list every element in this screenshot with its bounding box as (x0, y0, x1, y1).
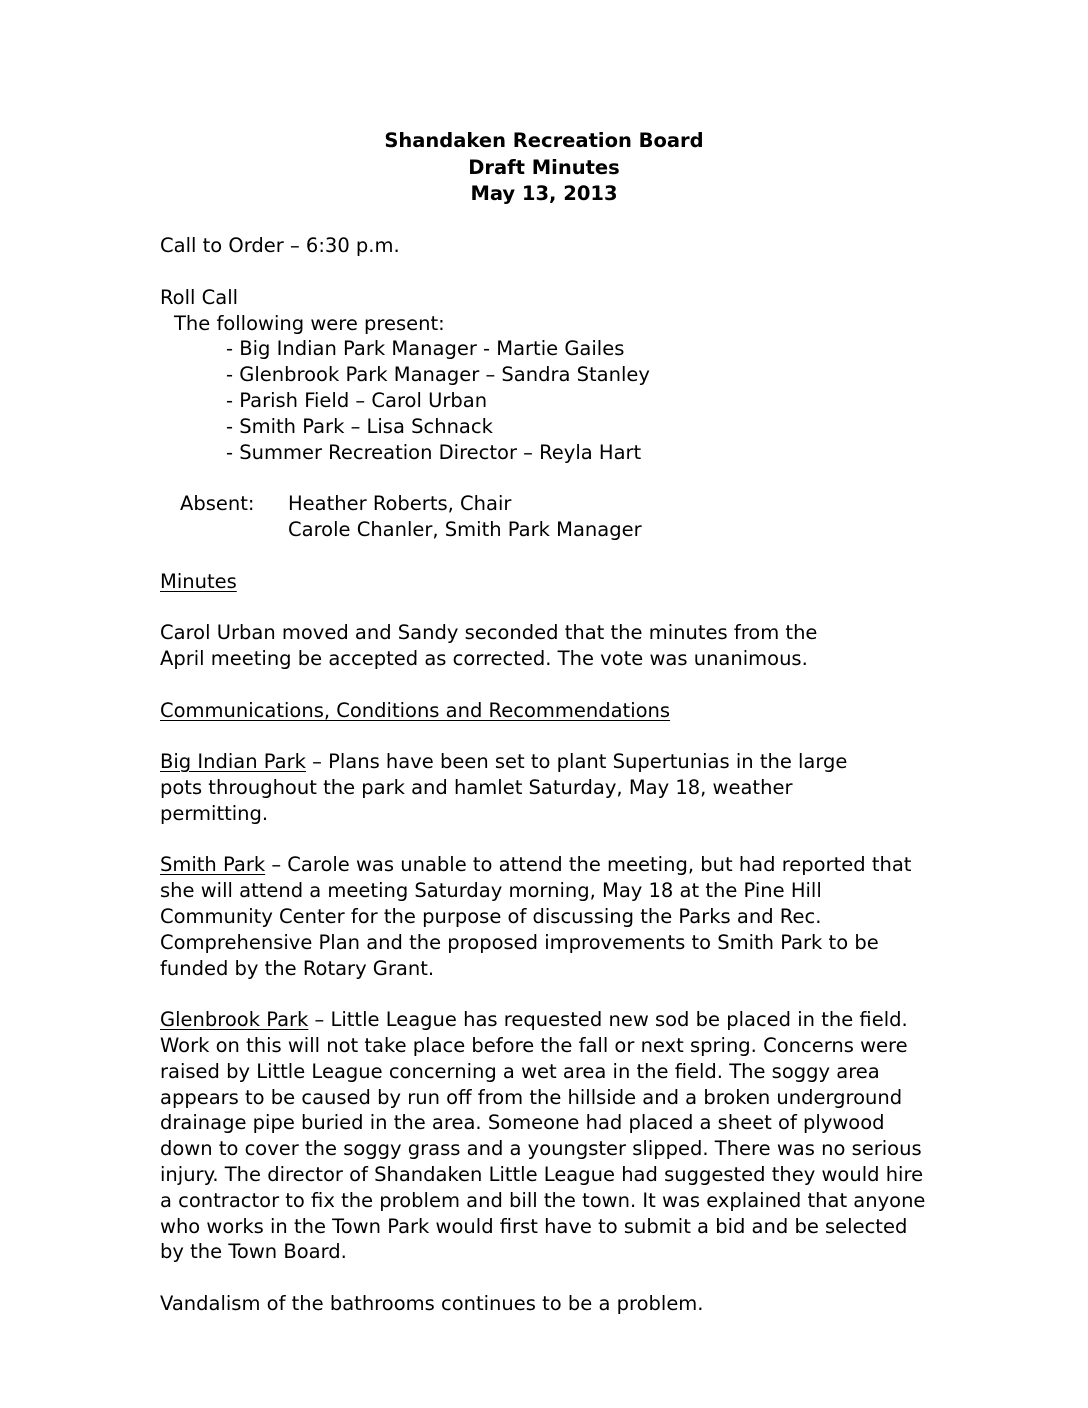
minutes-text: Carol Urban moved and Sandy seconded that the minutes from the April meeting be accepted as corrected. The vote was unanimous. (160, 621, 818, 671)
smith-label: Smith Park (160, 853, 266, 877)
doc-type-title: Draft Minutes (468, 155, 620, 179)
absent-block (160, 491, 950, 543)
smith-text: – Carole was unable to attend the meeting, but had reported that she will attend a meeting Saturday morning, May 18 at the Pine Hill Community Center for the purpose of discussing the Parks and Rec. Comprehensive Plan and the proposed improvements to Smith Park to be funded by the Rotary Grant. (160, 853, 912, 980)
list-item: Heather Roberts, Chair (288, 492, 512, 516)
vandalism-paragraph: Vandalism of the bathrooms continues to be a problem. (160, 1291, 704, 1315)
call-to-order: Call to Order – 6:30 p.m. (160, 234, 400, 258)
big-indian-label: Big Indian Park (160, 750, 306, 774)
minutes-heading (160, 569, 950, 595)
roll-call-intro: The following were present: (174, 311, 445, 335)
glenbrook-text: – Little League has requested new sod be placed in the field. Work on this will not take place before the fall or next spring. Concerns were raised by Little League concerning a wet area in the field. The soggy area appears to be caused by run off from the hillside and a broken underground drainage pipe buried in the area. Someone had placed a sheet of plywood down to cover the soggy grass and a youngster slipped. There was no serious injury. The director of Shandaken Little League had suggested they would hire a contractor to fix the problem and bill the town. It was explained that anyone who works in the Town Park would first have to submit a bid and be selected by the Town Board. (160, 1008, 926, 1264)
communications-heading-text: Communications, Conditions and Recommendations (160, 698, 671, 722)
present-list (160, 336, 950, 465)
absent-list (288, 491, 642, 543)
meeting-date: May 13, 2013 (470, 182, 618, 205)
big-indian-paragraph (160, 749, 890, 826)
org-title: Shandaken Recreation Board (384, 129, 704, 152)
document-header (160, 128, 928, 208)
glenbrook-label: Glenbrook Park (160, 1008, 309, 1032)
glenbrook-paragraph (160, 1007, 935, 1265)
list-item: - Glenbrook Park Manager – Sandra Stanley (226, 363, 650, 387)
list-item: - Parish Field – Carol Urban (226, 389, 488, 413)
smith-paragraph (160, 852, 940, 981)
big-indian-text: – Plans have been set to plant Supertunias in the large pots throughout the park and hamlet Saturday, May 18, weather permitting. (160, 750, 848, 825)
list-item: - Summer Recreation Director – Reyla Hart (226, 440, 642, 464)
list-item: - Smith Park – Lisa Schnack (226, 414, 493, 438)
roll-call-heading: Roll Call (160, 285, 239, 309)
list-item: Carole Chanler, Smith Park Manager (288, 518, 642, 542)
list-item: - Big Indian Park Manager - Martie Gailes (226, 337, 625, 361)
minutes-heading-text: Minutes (160, 569, 237, 593)
absent-label: Absent: (180, 492, 255, 516)
communications-heading (160, 698, 950, 724)
document-page (160, 128, 950, 1317)
